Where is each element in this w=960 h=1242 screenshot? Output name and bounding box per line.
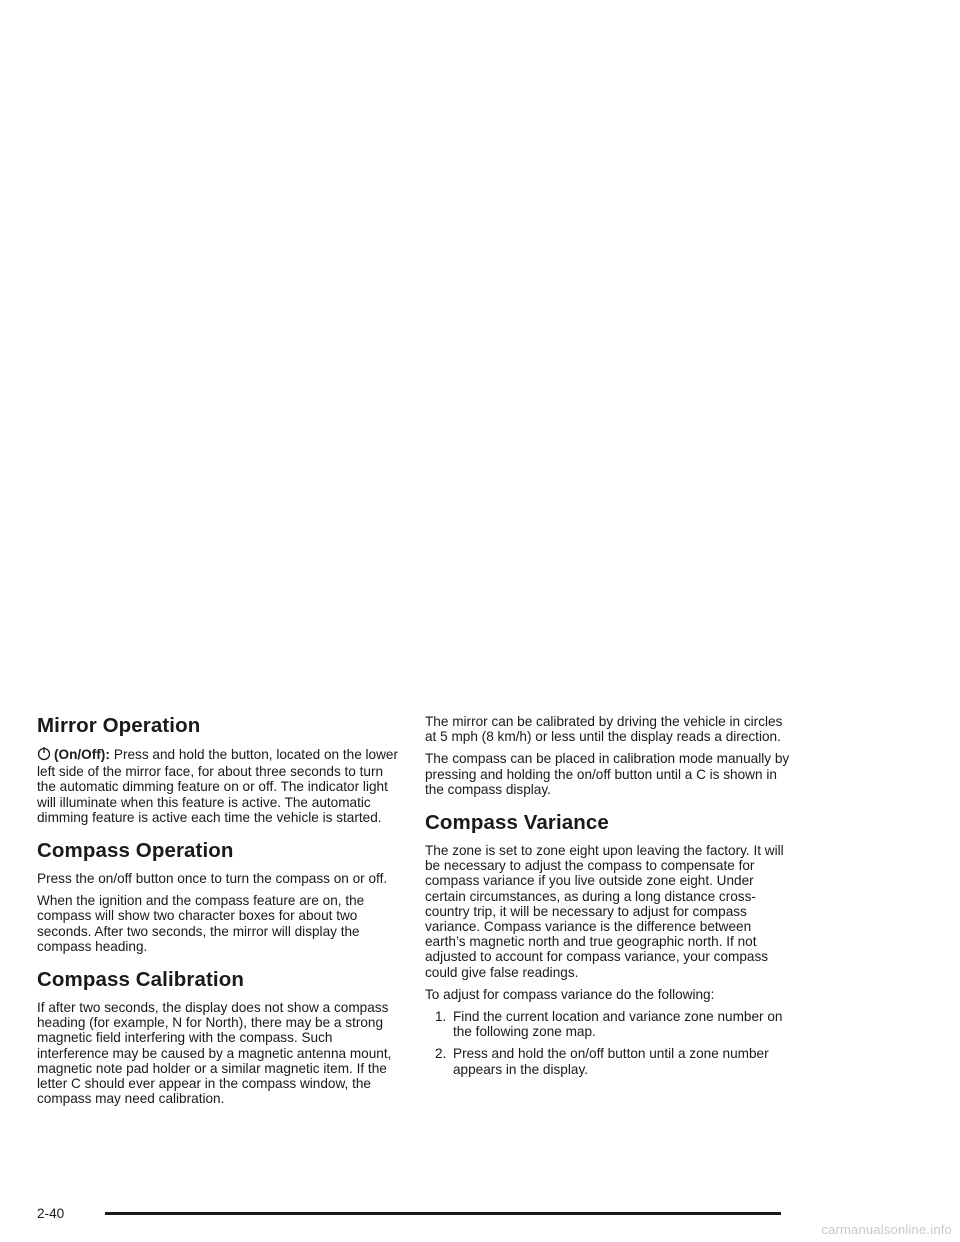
compass-calibration-p1: If after two seconds, the display does not show a compass heading (for example, N for North), there may be a strong magnetic field interfering with the compass. Such interference may be caused by a magnetic antenna mount, magnetic note pad holder or a similar magnetic item. If the letter C should ever appear in the compass window, the compass may need calibration. bbox=[37, 1000, 392, 1107]
compass-operation-p1: Press the on/off button once to turn the compass on or off. bbox=[37, 871, 388, 887]
onoff-text: Press and hold the button, located on the lower left side of the mirror face, for about three seconds to turn the automatic dimming feature on or off. The indicator light will illuminate when this feature is active. The automatic dimming feature is active each time the vehicle is started. bbox=[37, 747, 399, 825]
list-item bbox=[425, 1009, 795, 1039]
right-column bbox=[425, 714, 795, 1084]
step-number: 1. bbox=[435, 1009, 447, 1025]
calibration-cont-p1: The mirror can be calibrated by driving the vehicle in circles at 5 mph (8 km/h) or less until the display reads a direction. bbox=[425, 714, 783, 745]
onoff-label: (On/Off): bbox=[54, 747, 110, 762]
compass-calibration-heading: Compass Calibration bbox=[37, 968, 244, 992]
calibration-cont-p2: The compass can be placed in calibration mode manually by pressing and holding the on/off button until a C is shown in the compass display. bbox=[425, 751, 790, 797]
compass-variance-p1: The zone is set to zone eight upon leaving the factory. It will be necessary to adjust the compass to compensate for compass variance if you live outside zone eight. Under certain circumstances, as during a long distance cross-country trip, it will be necessary to adjust for compass variance. Compass variance is the difference between earth’s magnetic north and true geographic north. If not adjusted to account for compass variance, your compass could give false readings. bbox=[425, 843, 784, 980]
list-item bbox=[425, 1046, 795, 1076]
step-text: Find the current location and variance zone number on the following zone map. bbox=[453, 1009, 783, 1040]
onoff-paragraph bbox=[37, 746, 405, 825]
left-column bbox=[37, 714, 405, 1113]
page-number: 2-40 bbox=[37, 1206, 65, 1221]
power-icon bbox=[37, 746, 51, 764]
watermark[interactable]: carmanualsonline.info bbox=[821, 1222, 952, 1237]
step-number: 2. bbox=[435, 1046, 447, 1062]
compass-variance-p2: To adjust for compass variance do the following: bbox=[425, 986, 715, 1002]
compass-operation-heading: Compass Operation bbox=[37, 839, 234, 863]
step-text: Press and hold the on/off button until a zone number appears in the display. bbox=[453, 1046, 769, 1077]
variance-steps-list bbox=[425, 1009, 795, 1077]
compass-operation-p2: When the ignition and the compass feature are on, the compass will show two character boxes for about two seconds. After two seconds, the mirror will display the compass heading. bbox=[37, 893, 365, 954]
mirror-operation-heading: Mirror Operation bbox=[37, 714, 201, 737]
footer-rule bbox=[105, 1212, 781, 1215]
compass-variance-heading: Compass Variance bbox=[425, 811, 609, 835]
